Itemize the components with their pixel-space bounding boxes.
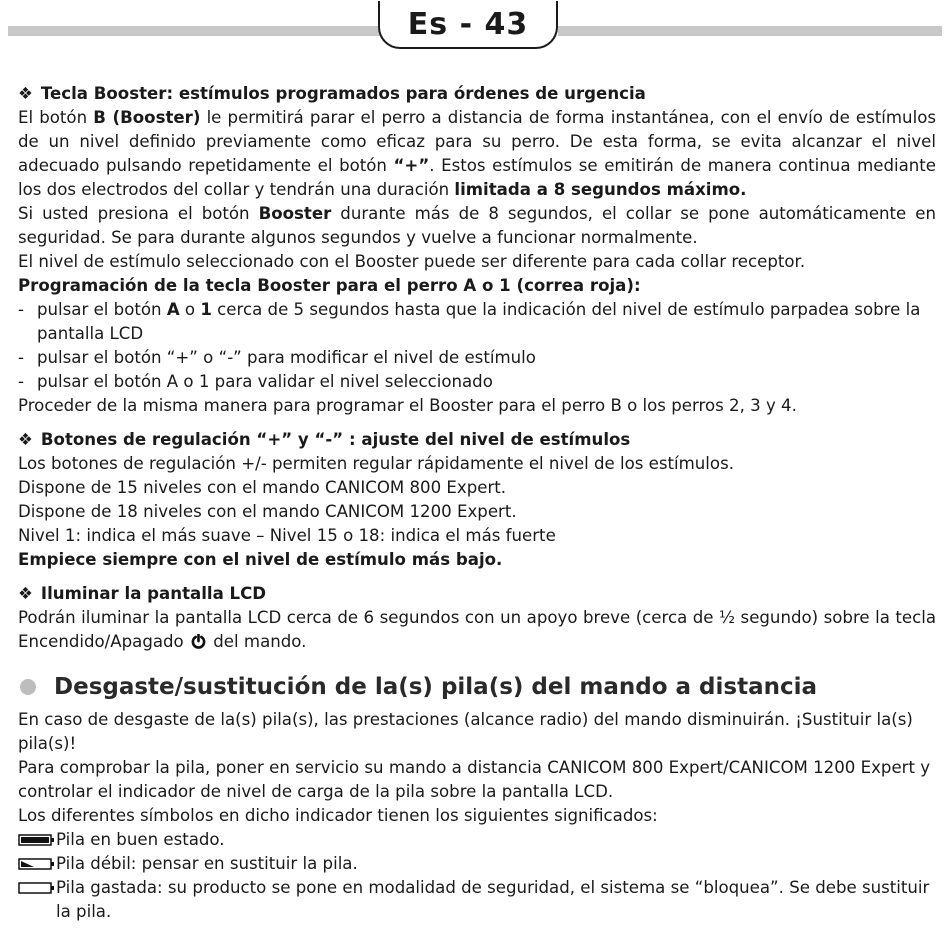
- list-item: [18, 298, 936, 346]
- battery-paragraph-1: En caso de desgaste de la(s) pila(s), las prestaciones (alcance radio) del mando disminuirán. ¡Sustituir la(s) pila(s)!: [18, 710, 913, 753]
- text-run: El botón: [18, 108, 94, 127]
- text-run: Podrán iluminar la pantalla LCD cerca de 6 segundos con un apoyo breve (cerca de ½ segundo) sobre la tecla Encendido/Apagado: [18, 608, 936, 651]
- text-run: . Estos estímulos se emitirán de manera continua mediante los dos electrodos del collar y tendrán una duración: [18, 156, 936, 199]
- regulation-line: Nivel 1: indica el más suave – Nivel 15 o 18: indica el más fuerte: [18, 526, 556, 545]
- dash-bullet: -: [18, 372, 24, 391]
- text-run: pulsar el botón “+” o “-” para modificar el nivel de estímulo: [37, 348, 536, 367]
- regulation-line: Los botones de regulación +/- permiten regular rápidamente el nivel de los estímulos.: [18, 454, 734, 473]
- booster-paragraph-1: [18, 106, 936, 202]
- battery-paragraph-2: Para comprobar la pila, poner en servicio su mando a distancia CANICOM 800 Expert/CANICOM 1200 Expert y controlar el indicador de nivel de carga de la pila sobre la pantalla LCD.: [18, 758, 931, 801]
- text-run: del mando.: [208, 632, 307, 651]
- page-content: [18, 82, 936, 924]
- list-item: [18, 346, 936, 370]
- booster-b-label: B (Booster): [93, 108, 201, 127]
- diamond-bullet-icon: ❖: [18, 430, 33, 449]
- page-number-tab: [378, 1, 558, 49]
- lcd-heading-text: Iluminar la pantalla LCD: [40, 584, 267, 603]
- battery-state-row: [18, 876, 936, 924]
- spacer: [18, 572, 936, 582]
- lcd-paragraph: [18, 606, 936, 654]
- battery-full-icon: [18, 828, 56, 852]
- text-run: cerca de 5 segundos hasta que la indicación del nivel de estímulo parpadea sobre la pantalla LCD: [37, 300, 921, 343]
- battery-low-icon: [18, 852, 56, 876]
- page-number: Es - 43: [407, 6, 529, 42]
- booster-paragraph-4: Proceder de la misma manera para programar el Booster para el perro B o los perros 2, 3 y 4.: [18, 396, 797, 415]
- battery-state-text: Pila débil: pensar en sustituir la pila.: [56, 854, 358, 873]
- booster-heading: [18, 82, 936, 106]
- list-item: [18, 370, 936, 394]
- text-run: le permitirá parar el perro a distancia de forma instantánea, con el envío de estímulos de un nivel definido previamente como eficaz para su perro. De esta forma, se evita alcanzar el nivel adecuado pulsando repetidamente el botón: [18, 108, 936, 175]
- battery-section-heading: [18, 672, 936, 702]
- diamond-bullet-icon: ❖: [18, 84, 33, 103]
- regulation-line: Dispone de 15 niveles con el mando CANICOM 800 Expert.: [18, 478, 507, 497]
- booster-programming-heading: Programación de la tecla Booster para el perro A o 1 (correa roja):: [18, 276, 641, 295]
- header-rule-left: [8, 26, 380, 36]
- power-icon: [191, 634, 206, 649]
- battery-state-text: Pila en buen estado.: [56, 830, 225, 849]
- plus-label: “+”: [393, 156, 430, 175]
- regulation-line: Dispone de 18 niveles con el mando CANICOM 1200 Expert.: [18, 502, 517, 521]
- battery-state-row: [18, 852, 936, 876]
- text-run: o: [179, 300, 201, 319]
- lcd-heading: [18, 582, 936, 606]
- booster-paragraph-2: [18, 202, 936, 250]
- booster-paragraph-3: El nivel de estímulo seleccionado con el Booster puede ser diferente para cada collar receptor.: [18, 252, 806, 271]
- spacer: [18, 418, 936, 428]
- battery-state-row: [18, 828, 936, 852]
- regulation-heading: [18, 428, 936, 452]
- booster-label: Booster: [258, 204, 332, 223]
- battery-state-text: Pila gastada: su producto se pone en modalidad de seguridad, el sistema se “bloquea”. Se debe sustituir la pila.: [56, 878, 930, 921]
- regulation-warning: Empiece siempre con el nivel de estímulo más bajo.: [18, 550, 503, 569]
- diamond-bullet-icon: ❖: [18, 584, 33, 603]
- battery-paragraph-3: Los diferentes símbolos en dicho indicador tienen los siguientes significados:: [18, 806, 658, 825]
- button-1-label: 1: [200, 300, 212, 319]
- booster-heading-text: Tecla Booster: estímulos programados para órdenes de urgencia: [40, 84, 646, 103]
- header-rule-right: [558, 26, 942, 36]
- battery-empty-icon: [18, 876, 56, 900]
- time-limit-text: limitada a 8 segundos máximo.: [454, 180, 747, 199]
- text-run: durante más de 8 segundos, el collar se pone automáticamente en seguridad. Se para durante algunos segundos y vuelve a funcionar normalmente.: [18, 204, 936, 247]
- button-a-label: A: [166, 300, 180, 319]
- battery-section-title: Desgaste/sustitución de la(s) pila(s) del mando a distancia: [54, 674, 817, 700]
- spacer: [18, 654, 936, 666]
- text-run: Si usted presiona el botón: [18, 204, 259, 223]
- dash-bullet: -: [18, 348, 24, 367]
- text-run: pulsar el botón A o 1 para validar el nivel seleccionado: [37, 372, 493, 391]
- circle-bullet-icon: [20, 679, 36, 695]
- regulation-heading-text: Botones de regulación “+” y “-” : ajuste del nivel de estímulos: [40, 430, 631, 449]
- text-run: pulsar el botón: [37, 300, 167, 319]
- dash-bullet: -: [18, 300, 24, 319]
